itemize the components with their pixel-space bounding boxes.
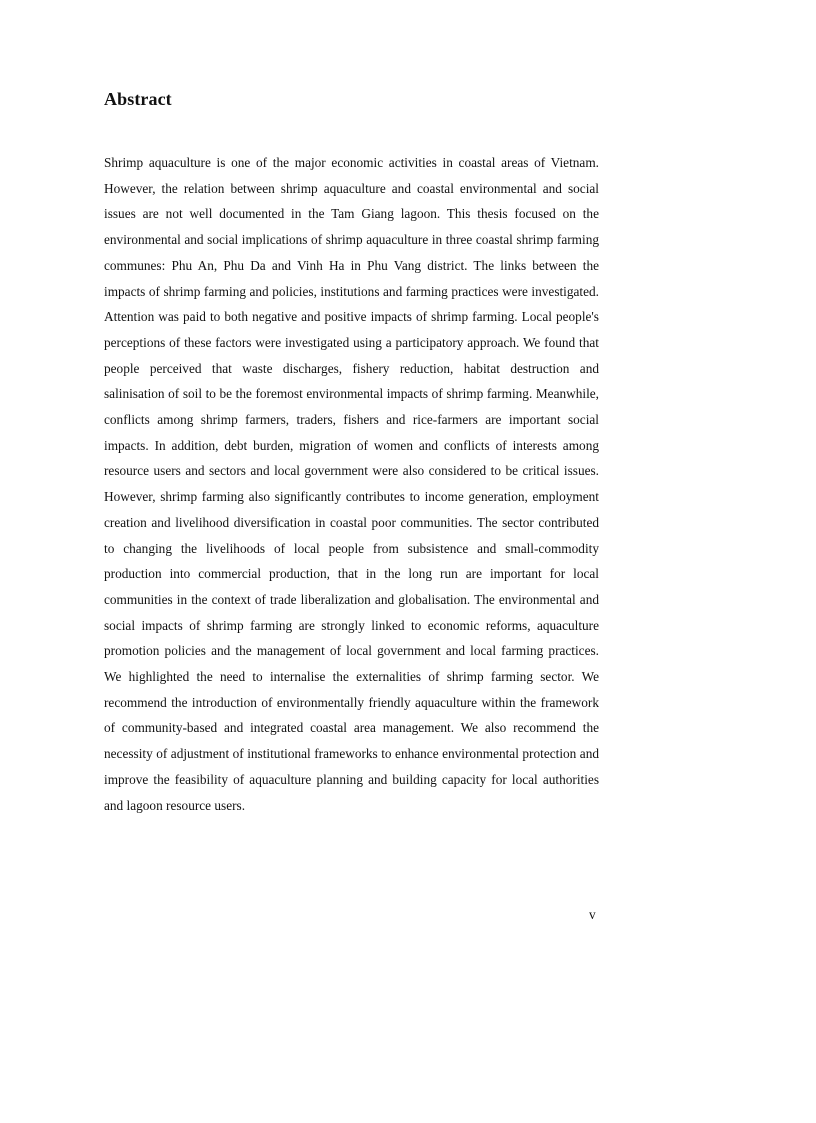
abstract-body-text: Shrimp aquaculture is one of the major economic activities in coastal areas of Vietnam. However, the relation between shrimp aquaculture and coastal environmental and social issues are not well documented in the Tam Giang lagoon. This thesis focused on the environmental and social implications of shrimp aquaculture in three coastal shrimp farming communes: Phu An, Phu Da and Vinh Ha in Phu Vang district. The links between the impacts of shrimp farming and policies, institutions and farming practices were investigated. Attention was paid to both negative and positive impacts of shrimp farming. Local people's perceptions of these factors were investigated using a participatory approach. We found that people perceived that waste discharges, fishery reduction, habitat destruction and salinisation of soil to be the foremost environmental impacts of shrimp farming. Meanwhile, conflicts among shrimp farmers, traders, fishers and rice-farmers are important social impacts. In addition, debt burden, migration of women and conflicts of interests among resource users and sectors and local government were also considered to be critical issues. However, shrimp farming also significantly contributes to income generation, employment creation and livelihood diversification in coastal poor communities. The sector contributed to changing the livelihoods of local people from subsistence and small-commodity production into commercial production, that in the long run are important for local communities in the context of trade liberalization and globalisation. The environmental and social impacts of shrimp farming are strongly linked to economic reforms, aquaculture promotion policies and the management of local government and local farming practices. We highlighted the need to internalise the externalities of shrimp farming sector. We recommend the introduction of environmentally friendly aquaculture within the framework of community-based and integrated coastal area management. We also recommend the necessity of adjustment of institutional frameworks to enhance environmental protection and improve the feasibility of aquaculture planning and building capacity for local authorities and lagoon resource users. — [104, 155, 599, 813]
section-heading-abstract: Abstract — [104, 89, 172, 109]
page-number: v — [589, 907, 596, 922]
